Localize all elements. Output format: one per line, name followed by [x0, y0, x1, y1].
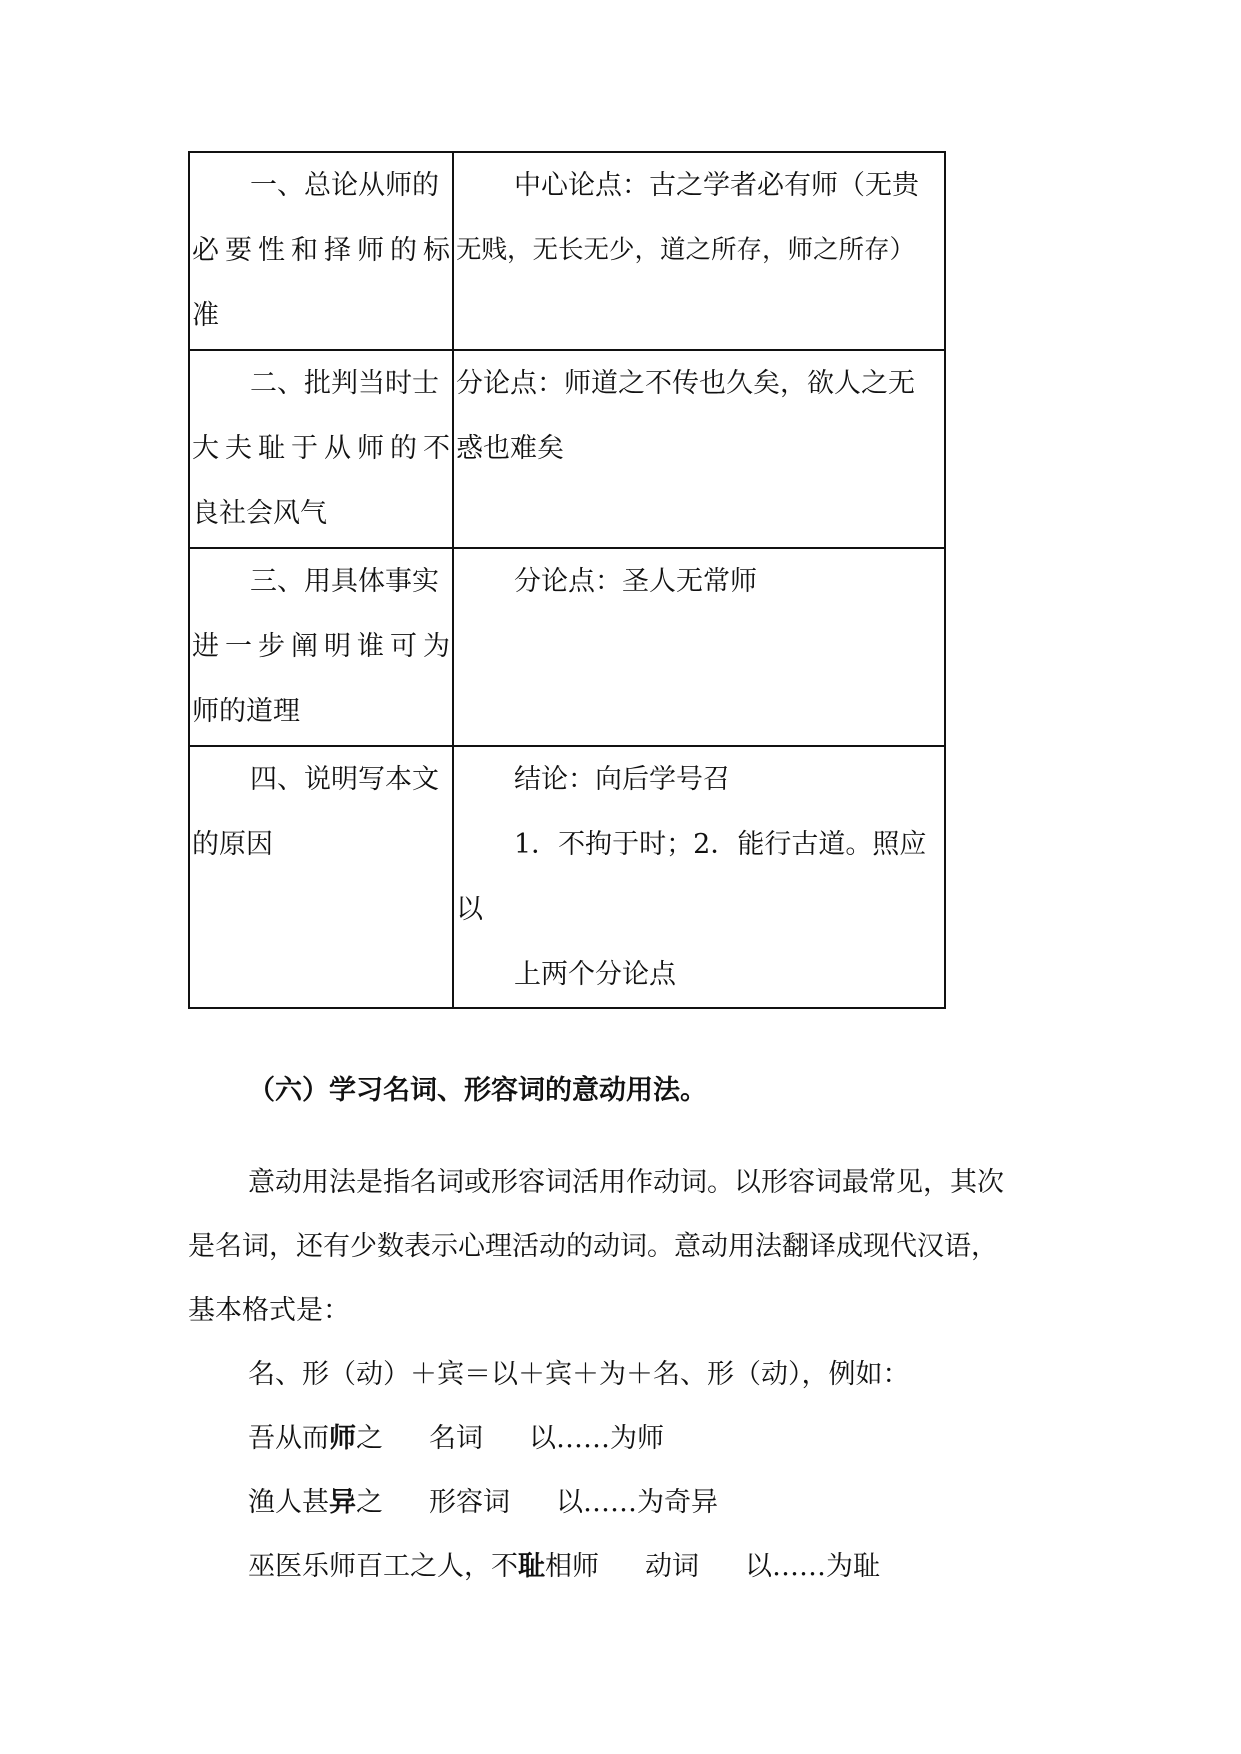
cell-text: 1．不拘于时；2．能行古道。照应 — [514, 829, 927, 860]
example-meaning: 以……为奇异 — [556, 1487, 718, 1518]
table-cell-section — [189, 152, 453, 350]
example-line — [248, 1544, 880, 1583]
table-cell-argument — [453, 350, 945, 548]
cell-text: 中心论点：古之学者必有师（无贵 — [514, 170, 919, 201]
cell-text: 良社会风气 — [192, 498, 327, 529]
cell-text: 一、总论从师的 — [250, 170, 439, 201]
cell-text: 上两个分论点 — [514, 959, 676, 990]
cell-text: 二、批判当时士 — [250, 368, 439, 399]
cell-text: 准 — [192, 300, 219, 331]
table-row — [189, 746, 945, 1008]
table-cell-argument — [453, 548, 945, 746]
example-key-word: 师 — [329, 1423, 356, 1454]
cell-text: 的原因 — [192, 829, 273, 860]
example-line — [248, 1480, 718, 1519]
cell-text: 以 — [456, 894, 483, 925]
paragraph-line: 基本格式是： — [188, 1295, 350, 1326]
example-word-type: 动词 — [645, 1551, 699, 1582]
cell-text: 师的道理 — [192, 696, 300, 727]
cell-text: 大夫耻于从师的不 — [192, 433, 450, 464]
cell-text: 惑也难矣 — [456, 433, 564, 464]
table-cell-argument — [453, 746, 945, 1008]
table-row — [189, 152, 945, 350]
example-sentence-pre: 渔人甚 — [248, 1487, 329, 1518]
example-word-type: 名词 — [429, 1423, 483, 1454]
table-cell-argument — [453, 152, 945, 350]
example-meaning: 以……为师 — [529, 1423, 664, 1454]
table-cell-section — [189, 548, 453, 746]
cell-text: 结论：向后学号召 — [514, 764, 730, 795]
example-key-word: 异 — [329, 1487, 356, 1518]
example-meaning: 以……为耻 — [745, 1551, 880, 1582]
outline-table — [188, 151, 946, 1009]
cell-text: 无贱，无长无少，道之所存，师之所存） — [456, 235, 916, 265]
example-key-word: 耻 — [518, 1551, 545, 1582]
cell-text: 进一步阐明谁可为 — [192, 631, 450, 662]
section-heading: （六）学习名词、形容词的意动用法。 — [248, 1075, 707, 1106]
example-sentence-post: 相师 — [545, 1551, 599, 1582]
example-sentence-pre: 巫医乐师百工之人，不 — [248, 1551, 518, 1582]
example-sentence-post: 之 — [356, 1487, 383, 1518]
example-sentence-post: 之 — [356, 1423, 383, 1454]
example-line — [248, 1416, 664, 1455]
paragraph-line: 意动用法是指名词或形容词活用作动词。以形容词最常见，其次 — [248, 1167, 1004, 1198]
cell-text: 必要性和择师的标 — [192, 235, 450, 266]
cell-text: 分论点：圣人无常师 — [514, 566, 757, 597]
table-cell-section — [189, 350, 453, 548]
cell-text: 四、说明写本文 — [250, 764, 439, 795]
table-cell-section — [189, 746, 453, 1008]
table-row — [189, 548, 945, 746]
paragraph-line: 是名词，还有少数表示心理活动的动词。意动用法翻译成现代汉语， — [188, 1231, 998, 1262]
formula-line: 名、形（动）＋宾＝以＋宾＋为＋名、形（动），例如： — [248, 1359, 910, 1390]
example-word-type: 形容词 — [429, 1487, 510, 1518]
table-row — [189, 350, 945, 548]
cell-text: 分论点：师道之不传也久矣，欲人之无 — [456, 368, 915, 399]
example-sentence-pre: 吾从而 — [248, 1423, 329, 1454]
cell-text: 三、用具体事实 — [250, 566, 439, 597]
